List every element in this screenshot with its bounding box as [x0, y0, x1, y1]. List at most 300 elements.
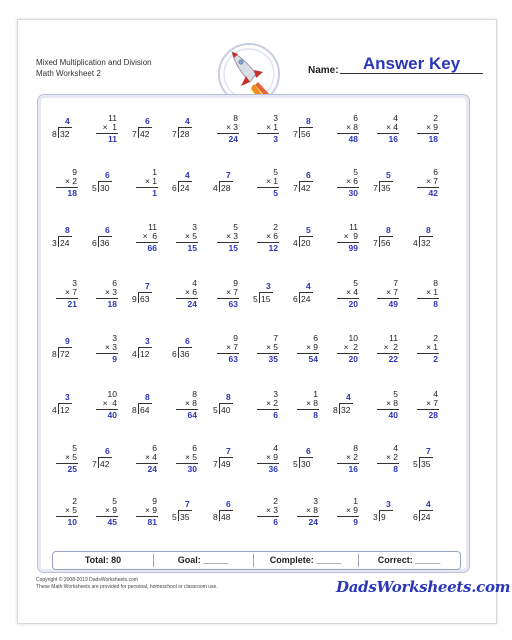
division-problem [160, 114, 200, 154]
multiplicand: 6 [192, 443, 197, 453]
multiplicand: 5 [273, 167, 278, 177]
product-answer: 16 [388, 134, 398, 144]
quotient-answer: 4 [65, 116, 70, 126]
multiplier: × 5 [184, 231, 197, 241]
divisor: 4 [132, 349, 137, 359]
division-bracket [219, 510, 220, 521]
product-answer: 9 [353, 517, 358, 527]
multiplicand: 5 [393, 389, 398, 399]
multiplication-problem [120, 444, 160, 484]
division-bar [219, 181, 233, 182]
divisor: 8 [132, 405, 137, 415]
quotient-answer: 7 [226, 170, 231, 180]
division-problem [40, 114, 80, 154]
division-bracket [419, 236, 420, 247]
multiplier: × 2 [383, 342, 398, 352]
quotient-answer: 6 [145, 116, 150, 126]
division-bracket [178, 127, 179, 138]
dividend: 36 [100, 238, 110, 248]
dividend: 32 [341, 405, 351, 415]
quotient-answer: 4 [185, 116, 190, 126]
multiplier: × 7 [225, 287, 238, 297]
multiplicand: 11 [148, 222, 157, 232]
dividend: 24 [180, 183, 190, 193]
multiplier: × 1 [144, 176, 157, 186]
division-bracket [259, 292, 260, 303]
quotient-answer: 3 [65, 392, 70, 402]
multiplier: × 1 [265, 122, 278, 132]
division-problem [80, 223, 120, 263]
division-bar [138, 347, 152, 348]
multiplier: × 9 [104, 505, 117, 515]
multiplicand: 11 [389, 333, 398, 343]
quotient-answer: 7 [145, 281, 150, 291]
product-answer: 24 [147, 464, 157, 474]
copyright-line-1: Copyright © 2008-2019 DadsWorksheets.com [36, 577, 138, 583]
multiplier: × 3 [225, 122, 238, 132]
multiplier: × 5 [184, 452, 197, 462]
product-answer: 99 [348, 243, 358, 253]
multiplication-problem [321, 279, 361, 319]
quotient-answer: 4 [306, 281, 311, 291]
multiplication-problem [321, 444, 361, 484]
division-bracket [299, 457, 300, 468]
product-answer: 10 [67, 517, 77, 527]
division-bracket [379, 181, 380, 192]
division-bracket [299, 292, 300, 303]
division-problem [201, 497, 241, 537]
dividend: 24 [301, 294, 311, 304]
multiplication-problem [321, 223, 361, 263]
multiplication-problem [241, 390, 281, 430]
multiplication-problem [401, 334, 441, 374]
product-answer: 8 [393, 464, 398, 474]
division-bar [219, 403, 233, 404]
multiplication-problem [241, 114, 281, 154]
multiplication-problem [40, 497, 80, 537]
quotient-answer: 4 [426, 499, 431, 509]
division-bar [339, 403, 353, 404]
division-bracket [138, 403, 139, 414]
multiplier: × 2 [343, 342, 358, 352]
dividend: 20 [301, 238, 311, 248]
division-problem [281, 444, 321, 484]
multiplicand: 4 [273, 443, 278, 453]
quotient-answer: 6 [105, 225, 110, 235]
multiplier: × 4 [102, 398, 117, 408]
division-problem [120, 334, 160, 374]
division-problem [241, 279, 281, 319]
product-answer: 49 [388, 299, 398, 309]
multiplier: × 6 [184, 287, 197, 297]
multiplier: × 3 [104, 342, 117, 352]
division-bracket [419, 510, 420, 521]
correct-field: Correct: _____ [377, 555, 441, 565]
multiplier: × 1 [425, 342, 438, 352]
division-bar [138, 403, 152, 404]
product-answer: 12 [268, 243, 278, 253]
division-bar [419, 236, 433, 237]
multiplication-problem [281, 390, 321, 430]
multiplicand: 6 [433, 167, 438, 177]
multiplication-problem [80, 279, 120, 319]
division-bracket [178, 510, 179, 521]
dividend: 24 [60, 238, 70, 248]
copyright-notice [36, 577, 218, 591]
multiplicand: 5 [72, 443, 77, 453]
quotient-answer: 8 [386, 225, 391, 235]
multiplication-problem [361, 114, 401, 154]
multiplicand: 6 [112, 278, 117, 288]
multiplicand: 11 [108, 113, 117, 123]
multiplier: × 1 [425, 287, 438, 297]
divisor: 5 [293, 459, 298, 469]
divisor: 6 [413, 512, 418, 522]
dividend: 35 [180, 512, 190, 522]
division-bar [58, 127, 72, 128]
title-line-1: Mixed Multiplication and Division [36, 58, 152, 67]
division-problem [120, 279, 160, 319]
multiplicand: 8 [233, 113, 238, 123]
multiplicand: 10 [107, 389, 117, 399]
multiplication-problem [201, 279, 241, 319]
division-bracket [178, 181, 179, 192]
division-bracket [98, 457, 99, 468]
product-answer: 35 [268, 354, 278, 364]
multiplication-problem [401, 390, 441, 430]
divisor: 5 [413, 459, 418, 469]
product-answer: 24 [308, 517, 318, 527]
division-bracket [98, 236, 99, 247]
multiplier: × 9 [345, 505, 358, 515]
division-bar [58, 403, 72, 404]
division-bracket [219, 457, 220, 468]
division-bracket [58, 347, 59, 358]
product-answer: 22 [388, 354, 398, 364]
divisor: 6 [172, 349, 177, 359]
dividend: 12 [140, 349, 150, 359]
multiplicand: 3 [273, 389, 278, 399]
multiplicand: 3 [313, 496, 318, 506]
quotient-answer: 5 [386, 170, 391, 180]
multiplier: × 9 [343, 231, 358, 241]
division-bar [178, 510, 192, 511]
multiplicand: 4 [393, 443, 398, 453]
multiplication-problem [120, 168, 160, 208]
quotient-answer: 3 [266, 281, 271, 291]
division-problem [201, 444, 241, 484]
multiplication-problem [160, 390, 200, 430]
multiplicand: 4 [192, 278, 197, 288]
divisor: 6 [293, 294, 298, 304]
product-answer: 40 [388, 410, 398, 420]
multiplicand: 11 [349, 222, 358, 232]
multiplication-problem [80, 114, 120, 154]
division-bracket [138, 127, 139, 138]
division-bar [259, 292, 273, 293]
multiplication-problem [40, 444, 80, 484]
multiplier: × 5 [265, 342, 278, 352]
multiplication-problem [40, 279, 80, 319]
product-answer: 48 [348, 134, 358, 144]
quotient-answer: 7 [426, 446, 431, 456]
quotient-answer: 8 [226, 392, 231, 402]
divisor: 7 [293, 183, 298, 193]
multiplier: × 1 [102, 122, 117, 132]
divisor: 5 [172, 512, 177, 522]
division-bar [419, 510, 433, 511]
dividend: 28 [221, 183, 231, 193]
dividend: 35 [421, 459, 431, 469]
multiplicand: 7 [393, 278, 398, 288]
divisor: 4 [52, 405, 57, 415]
multiplication-problem [321, 168, 361, 208]
divisor: 7 [132, 129, 137, 139]
division-problem [281, 279, 321, 319]
division-bar [379, 181, 393, 182]
divisor: 7 [373, 238, 378, 248]
multiplication-problem [321, 334, 361, 374]
divisor: 7 [373, 183, 378, 193]
multiplicand: 5 [233, 222, 238, 232]
division-bracket [219, 181, 220, 192]
multiplicand: 6 [353, 113, 358, 123]
dividend: 64 [140, 405, 150, 415]
multiplication-problem [160, 279, 200, 319]
multiplication-problem [401, 168, 441, 208]
division-bar [98, 181, 112, 182]
product-answer: 21 [67, 299, 77, 309]
multiplier: × 4 [345, 287, 358, 297]
dividend: 48 [221, 512, 231, 522]
divisor: 6 [172, 183, 177, 193]
product-answer: 8 [433, 299, 438, 309]
divisor: 4 [213, 183, 218, 193]
division-bar [178, 181, 192, 182]
product-answer: 63 [228, 354, 238, 364]
multiplication-problem [241, 444, 281, 484]
multiplication-problem [361, 444, 401, 484]
division-bar [98, 457, 112, 458]
multiplier: × 1 [265, 176, 278, 186]
dividend: 15 [261, 294, 271, 304]
product-answer: 54 [308, 354, 318, 364]
division-problem [160, 334, 200, 374]
divisor: 4 [293, 238, 298, 248]
product-answer: 11 [108, 134, 117, 144]
multiplier: × 2 [265, 398, 278, 408]
division-problem [80, 444, 120, 484]
division-problem [80, 168, 120, 208]
division-problem [120, 390, 160, 430]
divisor: 5 [213, 405, 218, 415]
multiplication-problem [241, 168, 281, 208]
product-answer: 20 [348, 299, 358, 309]
multiplier: × 7 [64, 287, 77, 297]
multiplication-problem [321, 497, 361, 537]
multiplication-problem [120, 497, 160, 537]
quotient-answer: 6 [306, 170, 311, 180]
multiplication-problem [241, 334, 281, 374]
multiplier: × 6 [345, 176, 358, 186]
quotient-answer: 5 [306, 225, 311, 235]
division-bracket [339, 403, 340, 414]
division-problem [361, 223, 401, 263]
quotient-answer: 4 [346, 392, 351, 402]
divisor: 7 [293, 129, 298, 139]
division-bracket [299, 236, 300, 247]
division-problem [361, 497, 401, 537]
multiplier: × 3 [265, 505, 278, 515]
quotient-answer: 6 [105, 170, 110, 180]
multiplier: × 2 [345, 452, 358, 462]
product-answer: 18 [428, 134, 438, 144]
multiplier: × 7 [425, 398, 438, 408]
multiplier: × 6 [265, 231, 278, 241]
dividend: 72 [60, 349, 70, 359]
total-count: Total: 80 [84, 555, 122, 565]
multiplicand: 9 [72, 167, 77, 177]
quotient-answer: 8 [145, 392, 150, 402]
division-bar [299, 181, 313, 182]
multiplier: × 5 [64, 452, 77, 462]
multiplicand: 6 [152, 443, 157, 453]
product-answer: 2 [433, 354, 438, 364]
multiplication-problem [361, 279, 401, 319]
product-answer: 66 [147, 243, 157, 253]
division-bar [98, 236, 112, 237]
division-bar [138, 292, 152, 293]
multiplier: × 2 [385, 452, 398, 462]
dadsworksheets-logo: DadsWorksheets.com [336, 578, 511, 596]
multiplier: × 9 [305, 342, 318, 352]
product-answer: 28 [428, 410, 438, 420]
division-problem [201, 168, 241, 208]
product-answer: 15 [228, 243, 238, 253]
divisor: 7 [92, 459, 97, 469]
dividend: 42 [100, 459, 110, 469]
multiplication-problem [160, 444, 200, 484]
divisor: 6 [92, 238, 97, 248]
divisor: 5 [92, 183, 97, 193]
multiplication-problem [241, 497, 281, 537]
multiplicand: 9 [233, 333, 238, 343]
dividend: 36 [180, 349, 190, 359]
dividend: 32 [60, 129, 70, 139]
quotient-answer: 6 [226, 499, 231, 509]
division-bar [219, 457, 233, 458]
product-answer: 42 [428, 188, 438, 198]
dividend: 63 [140, 294, 150, 304]
division-problem [361, 168, 401, 208]
quotient-answer: 6 [105, 446, 110, 456]
product-answer: 8 [313, 410, 318, 420]
product-answer: 81 [147, 517, 157, 527]
multiplier: × 6 [142, 231, 157, 241]
dividend: 28 [180, 129, 190, 139]
multiplier: × 4 [144, 452, 157, 462]
division-bar [299, 127, 313, 128]
multiplier: × 9 [425, 122, 438, 132]
multiplier: × 7 [385, 287, 398, 297]
divisor: 8 [52, 129, 57, 139]
product-answer: 40 [107, 410, 117, 420]
dividend: 56 [381, 238, 391, 248]
multiplier: × 8 [184, 398, 197, 408]
division-bracket [379, 236, 380, 247]
dividend: 35 [381, 183, 391, 193]
division-problem [281, 168, 321, 208]
product-answer: 5 [273, 188, 278, 198]
multiplicand: 10 [348, 333, 358, 343]
multiplicand: 8 [433, 278, 438, 288]
multiplier: × 8 [385, 398, 398, 408]
divisor: 5 [253, 294, 258, 304]
product-answer: 63 [228, 299, 238, 309]
division-bracket [379, 510, 380, 521]
answer-key-label: Answer Key [362, 54, 461, 73]
division-bar [178, 127, 192, 128]
multiplication-problem [201, 334, 241, 374]
product-answer: 24 [228, 134, 238, 144]
quotient-answer: 3 [145, 336, 150, 346]
multiplicand: 2 [273, 222, 278, 232]
dividend: 56 [301, 129, 311, 139]
multiplication-problem [160, 223, 200, 263]
division-problem [281, 114, 321, 154]
multiplication-problem [201, 114, 241, 154]
product-answer: 15 [187, 243, 197, 253]
division-bar [299, 292, 313, 293]
division-problem [201, 390, 241, 430]
quotient-answer: 8 [65, 225, 70, 235]
product-answer: 25 [67, 464, 77, 474]
complete-field: Complete: _____ [269, 555, 342, 565]
division-bar [299, 236, 313, 237]
quotient-answer: 6 [185, 336, 190, 346]
multiplicand: 4 [433, 389, 438, 399]
multiplicand: 3 [192, 222, 197, 232]
dividend: 12 [60, 405, 70, 415]
multiplier: × 8 [345, 122, 358, 132]
multiplicand: 2 [433, 333, 438, 343]
multiplication-problem [241, 223, 281, 263]
multiplication-problem [401, 279, 441, 319]
multiplicand: 8 [353, 443, 358, 453]
division-problem [401, 497, 441, 537]
multiplication-problem [361, 390, 401, 430]
dividend: 42 [140, 129, 150, 139]
dividend: 42 [301, 183, 311, 193]
division-bracket [178, 347, 179, 358]
multiplier: × 9 [144, 505, 157, 515]
score-bar [52, 551, 461, 570]
multiplier: × 3 [225, 231, 238, 241]
multiplicand: 5 [112, 496, 117, 506]
dividend: 40 [221, 405, 231, 415]
multiplier: × 8 [305, 398, 318, 408]
multiplicand: 3 [273, 113, 278, 123]
division-bracket [219, 403, 220, 414]
division-problem [120, 114, 160, 154]
multiplication-problem [281, 334, 321, 374]
quotient-answer: 3 [386, 499, 391, 509]
title-line-2: Math Worksheet 2 [36, 69, 101, 78]
multiplication-problem [80, 390, 120, 430]
division-problem [281, 223, 321, 263]
divisor: 7 [172, 129, 177, 139]
multiplier: × 4 [385, 122, 398, 132]
